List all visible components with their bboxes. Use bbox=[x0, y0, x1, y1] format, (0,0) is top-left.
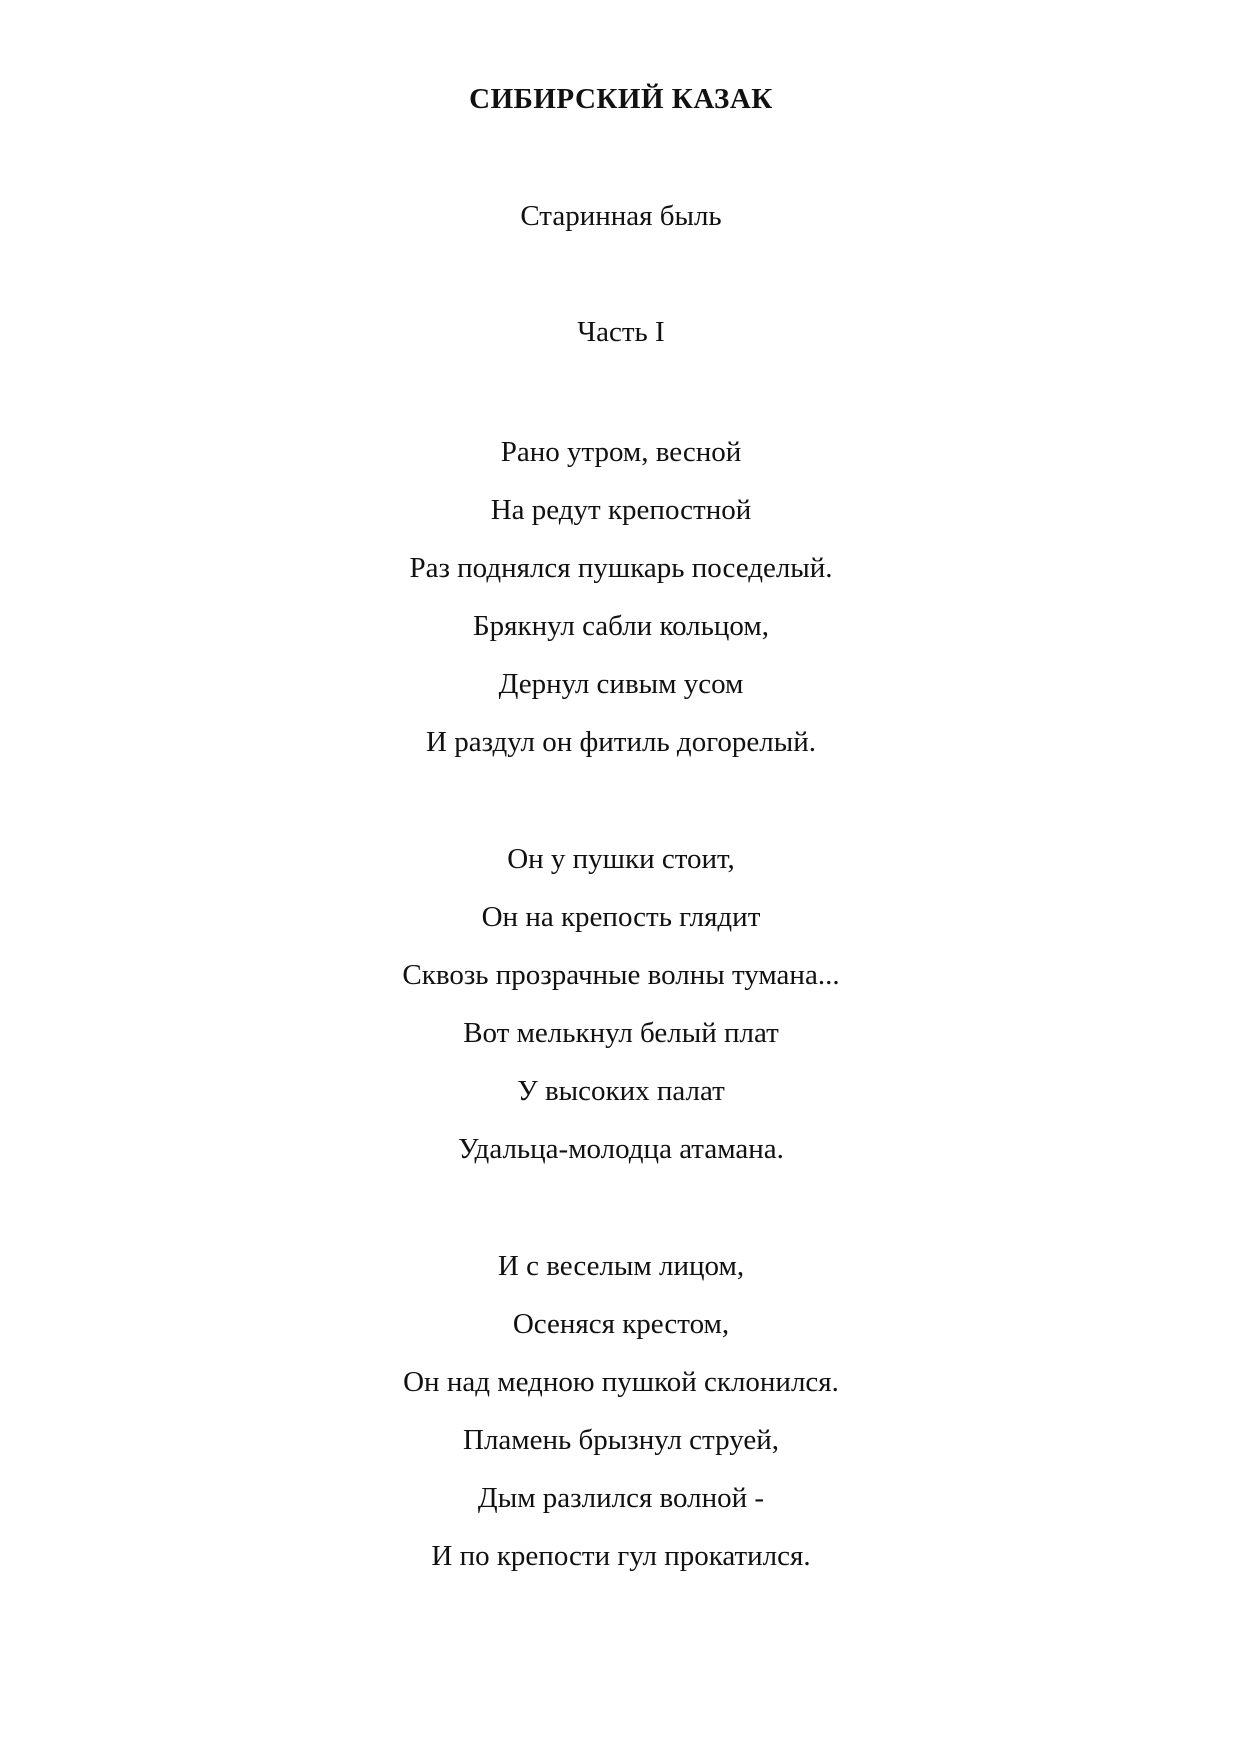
verse-line: И по крепости гул прокатился. bbox=[431, 1540, 811, 1572]
verse-line: Он у пушки стоит, bbox=[507, 843, 735, 875]
verse-line: Раз поднялся пушкарь поседелый. bbox=[409, 552, 833, 584]
verse-line: На редут крепостной bbox=[490, 494, 752, 526]
verse-line: Он на крепость глядит bbox=[481, 901, 761, 933]
stanza-1 bbox=[0, 423, 1242, 771]
verse-line: Дернул сивым усом bbox=[498, 668, 744, 700]
verse-line: И с веселым лицом, bbox=[497, 1250, 745, 1282]
verse-line: Рано утром, весной bbox=[500, 436, 742, 468]
verse-line: Сквозь прозрачные волны тумана... bbox=[402, 959, 840, 991]
poem-title: СИБИРСКИЙ КАЗАК bbox=[469, 83, 773, 115]
poem-subtitle: Старинная быль bbox=[520, 200, 722, 232]
verse-line: У высоких палат bbox=[517, 1075, 725, 1107]
verse-line: И раздул он фитиль догорелый. bbox=[426, 726, 816, 758]
verse-line: Пламень брызнул струей, bbox=[463, 1424, 779, 1456]
verse-line: Брякнул сабли кольцом, bbox=[473, 610, 769, 642]
verse-line: Вот мелькнул белый плат bbox=[463, 1017, 779, 1049]
verse-line: Он над медною пушкой склонился. bbox=[403, 1366, 839, 1398]
stanza-3 bbox=[0, 1237, 1242, 1585]
part-heading: Часть I bbox=[577, 316, 665, 348]
verse-line: Осеняся крестом, bbox=[512, 1308, 730, 1340]
verse-line: Дым разлился волной - bbox=[477, 1482, 765, 1514]
verse-line: Удальца-молодца атамана. bbox=[458, 1133, 784, 1165]
stanza-2 bbox=[0, 830, 1242, 1178]
